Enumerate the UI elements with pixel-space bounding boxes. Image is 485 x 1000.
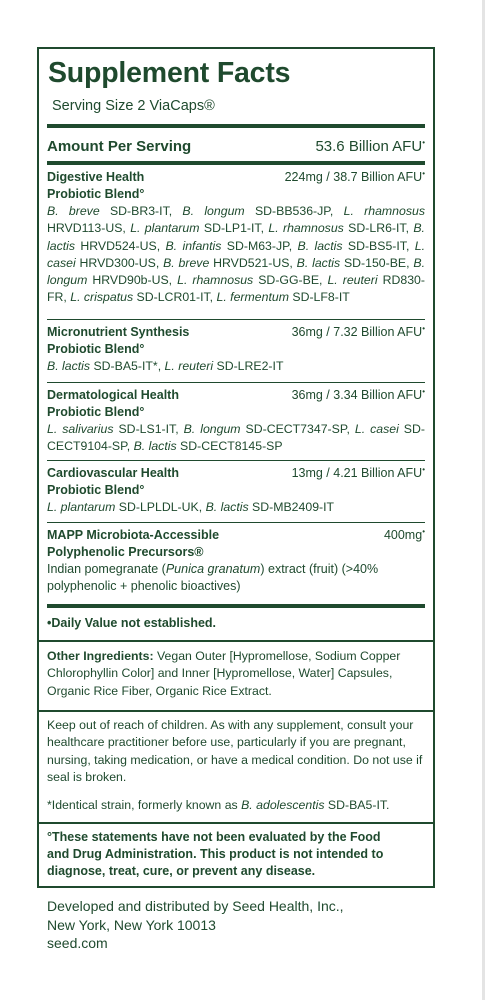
strain-genus: L. reuteri bbox=[164, 359, 214, 373]
strain-genus: B. breve bbox=[163, 255, 210, 270]
strain-genus: B. infantis bbox=[165, 238, 222, 253]
blend-strains bbox=[47, 421, 425, 456]
blend-amount: 13mg / 4.21 Billion AFU• bbox=[291, 464, 425, 480]
thin-divider bbox=[47, 382, 425, 383]
strain-genus: B. lactis bbox=[47, 221, 425, 253]
strain-code: SD-LR6-IT, bbox=[343, 221, 414, 236]
fda-disclaimer: °These statements have not been evaluated by the Food and Drug Administration. This product is not intended to diagnose, treat, cure, or prevent any disease. bbox=[47, 830, 384, 878]
strain-genus: L. casei bbox=[47, 238, 425, 270]
strain-genus: L. plantarum bbox=[130, 221, 200, 236]
strain-genus: B. lactis bbox=[47, 359, 91, 373]
thin-divider bbox=[47, 522, 425, 523]
blend-amount: 224mg / 38.7 Billion AFU• bbox=[284, 168, 425, 184]
blend-dermatological bbox=[47, 387, 425, 456]
thick-divider bbox=[47, 161, 425, 165]
thick-divider bbox=[47, 604, 425, 608]
strain-code: SD-LS1-IT, bbox=[113, 422, 184, 436]
strain-genus: L. fermentum bbox=[216, 290, 289, 305]
strain-code: SD-M63-JP, bbox=[221, 238, 298, 253]
manufacturer-line: Developed and distributed by Seed Health, Inc., bbox=[47, 898, 344, 914]
strain-code: HRVD300-US, bbox=[75, 255, 164, 270]
address-line: New York, New York 10013 bbox=[47, 916, 216, 933]
strain-genus: B. breve bbox=[47, 204, 100, 218]
strain-genus: L. crispatus bbox=[70, 290, 134, 305]
blend-strains bbox=[47, 358, 425, 375]
strain-code: SD-LRE2-IT bbox=[213, 359, 284, 373]
strain-genus: L. salivarius bbox=[47, 422, 114, 436]
strain-genus: B. lactis bbox=[133, 439, 177, 454]
strain-code: HRVD113-US, bbox=[47, 221, 131, 236]
daily-value-note: •Daily Value not established. bbox=[47, 616, 217, 630]
strain-code: SD-LP1-IT, bbox=[199, 221, 269, 236]
strain-genus: L. rhamnosus bbox=[268, 221, 344, 236]
full-divider bbox=[39, 710, 433, 712]
mapp-description: Indian pomegranate (Punica granatum) extract (fruit) (>40% polyphenolic + phenolic bioactives) bbox=[47, 562, 379, 593]
strain-genus: L. plantarum bbox=[47, 500, 116, 514]
strain-code: SD-CECT7347-SP, bbox=[240, 422, 355, 436]
blend-amount: 36mg / 3.34 Billion AFU• bbox=[291, 386, 425, 402]
strain-genus: B. longum bbox=[183, 422, 241, 436]
strain-code: SD-BB536-JP, bbox=[244, 204, 344, 218]
strain-genus: B. lactis bbox=[297, 238, 343, 253]
serving-size: Serving Size 2 ViaCaps® bbox=[52, 98, 215, 114]
strain-code: SD-GG-BE, bbox=[253, 273, 328, 288]
mapp-name: MAPP Microbiota-Accessible Polyphenolic Precursors® bbox=[47, 528, 220, 559]
amount-label: Amount Per Serving bbox=[47, 138, 192, 155]
strain-code: HRVD90b-US, bbox=[87, 273, 178, 288]
strain-code: SD-BS5-IT, bbox=[342, 238, 415, 253]
strain-genus: L. casei bbox=[354, 422, 399, 436]
manufacturer-info bbox=[47, 897, 344, 953]
thin-divider bbox=[47, 460, 425, 461]
strain-genus: L. rhamnosus bbox=[343, 204, 425, 218]
supplement-facts-panel bbox=[37, 47, 435, 888]
mapp-row bbox=[47, 527, 425, 595]
other-ingredients: Other Ingredients: Vegan Outer [Hypromellose, Sodium Copper Chlorophyllin Color] and Inner [Hypromellose, Water] Capsules, Organic Rice Fiber, Organic Rice Extract. bbox=[47, 649, 401, 698]
blend-name: Micronutrient Synthesis Probiotic Blend° bbox=[47, 325, 190, 356]
strain-code: RD830-FR, bbox=[47, 273, 425, 305]
strain-code: SD-BR3-IT, bbox=[99, 204, 183, 218]
full-divider bbox=[39, 640, 433, 642]
strain-code: SD-BA5-IT*, bbox=[90, 359, 165, 373]
blend-name: Dermatological Health Probiotic Blend° bbox=[47, 388, 179, 419]
mapp-amount: 400mg• bbox=[383, 526, 425, 542]
strain-code: SD-LPLDL-UK, bbox=[115, 500, 206, 514]
amount-per-serving-row bbox=[47, 137, 425, 157]
strain-code: SD-MB2409-IT bbox=[248, 500, 335, 514]
panel-title: Supplement Facts bbox=[48, 57, 291, 89]
blend-strains bbox=[47, 499, 425, 516]
warning-text: Keep out of reach of children. As with any supplement, consult your healthcare practitioner before use, particularly if you are pregnant, nursing, taking medication, or have a medical condition. Do not use if seal is broken. bbox=[47, 718, 423, 784]
blend-micronutrient bbox=[47, 324, 425, 375]
strain-genus: B. longum bbox=[182, 204, 245, 218]
strain-code: SD-LCR01-IT, bbox=[133, 290, 217, 305]
blend-digestive bbox=[47, 169, 425, 307]
blend-strains bbox=[47, 203, 425, 307]
strain-genus: L. reuteri bbox=[327, 273, 378, 288]
website-link[interactable]: seed.com bbox=[47, 935, 108, 951]
blend-amount: 36mg / 7.32 Billion AFU• bbox=[291, 323, 425, 339]
strain-genus: B. longum bbox=[47, 255, 425, 288]
strain-code: SD-CECT8145-SP bbox=[176, 439, 283, 454]
strain-code: SD-CECT9104-SP, bbox=[47, 422, 425, 454]
blend-name: Digestive Health Probiotic Blend° bbox=[47, 170, 145, 201]
thin-divider bbox=[47, 319, 425, 320]
full-divider bbox=[39, 822, 433, 824]
blend-cardiovascular bbox=[47, 465, 425, 516]
strain-code: SD-150-BE, bbox=[340, 255, 414, 270]
thick-divider bbox=[47, 124, 425, 128]
strain-code: HRVD521-US, bbox=[209, 255, 297, 270]
strain-code: SD-LF8-IT bbox=[288, 290, 350, 305]
strain-genus: B. lactis bbox=[205, 500, 249, 514]
strain-genus: L. rhamnosus bbox=[177, 273, 254, 288]
strain-code: HRVD524-US, bbox=[75, 238, 166, 253]
strain-genus: B. lactis bbox=[296, 255, 341, 270]
blend-name: Cardiovascular Health Probiotic Blend° bbox=[47, 466, 179, 497]
amount-value: 53.6 Billion AFU• bbox=[315, 138, 425, 155]
strain-footnote: *Identical strain, formerly known as B. adolescentis SD-BA5-IT. bbox=[47, 798, 390, 812]
